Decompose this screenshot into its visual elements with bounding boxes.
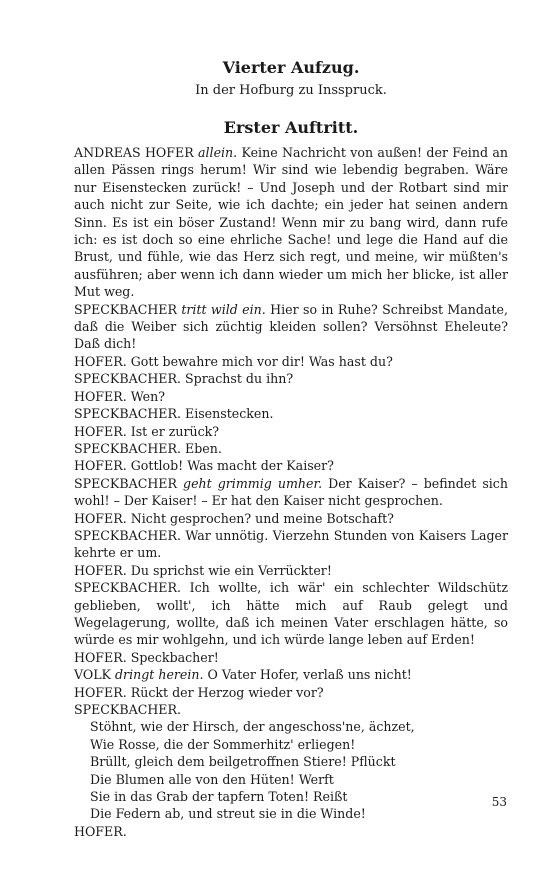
speaker-name: ANDREAS HOFER (74, 145, 194, 160)
scene-location: In der Hofburg zu Insspruck. (195, 83, 387, 98)
dialogue-line (74, 423, 508, 440)
speaker-name: SPECKBACHER. (74, 371, 181, 387)
verse-line: Wie Rosse, die der Sommerhitz' erliegen! (90, 736, 356, 752)
speaker-name: SPECKBACHER (74, 475, 177, 491)
scene-title: Erster Auftritt. (223, 118, 359, 137)
dialogue-line (74, 666, 508, 683)
verse-line: Stöhnt, wie der Hirsch, der angeschoss'ne, ächzet, (90, 719, 415, 735)
dialogue-text: Gottlob! Was macht der Kaiser? (126, 458, 334, 474)
dialogue-line (74, 405, 508, 422)
dialogue-line (74, 510, 508, 527)
dialogue-line (74, 701, 508, 718)
stage-direction: tritt wild ein. (181, 301, 266, 317)
verse-line: Die Blumen alle von den Hüten! Werft (90, 771, 334, 787)
speaker-name: HOFER. (74, 458, 127, 474)
speaker-name: SPECKBACHER. (74, 406, 181, 422)
dialogue-text: Keine Nachricht von außen! der Feind an allen Pässen rings herum! Wir sind wie lebendig begraben. Wäre nur Eisenstecken zurück! – Und Joseph und der Rotbart sind mir auch nicht zur Seite, wie ich dachte; ein jeder hat seinen andern Sinn. Es ist ein böser Zustand! Wenn mir zu bang wird, dann rufe ich: es ist doch so eine ehrliche Sache! und lege die Hand auf die Brust, und fühle, wie das Herz sich regt, und meine, wir müßten's ausführen; aber wenn ich dann wieder um mich her blicke, ist aller Mut weg. (74, 145, 508, 300)
dialogue-line (74, 684, 508, 701)
dialogue-line (74, 370, 508, 387)
dialogue-line (74, 388, 508, 405)
speaker-name: HOFER. (74, 823, 127, 839)
stage-direction: geht grimmig umher. (183, 475, 323, 491)
speaker-name: SPECKBACHER. (74, 580, 181, 596)
dialogue-line (74, 475, 508, 510)
dialogue-line (74, 527, 508, 562)
speaker-name: SPECKBACHER. (74, 440, 181, 456)
dialogue-body (74, 144, 508, 840)
dialogue-text: Gott bewahre mich vor dir! Was hast du? (126, 353, 393, 369)
dialogue-text: Speckbacher! (126, 649, 219, 665)
dialogue-line (74, 457, 508, 474)
speaker-name: HOFER. (74, 510, 127, 526)
speaker-name: HOFER. (74, 649, 127, 665)
dialogue-text: Ich wollte, ich wär' ein schlechter Wildschütz geblieben, wollt', ich hätte mich auf Raub gelegt und Wegelagerung, wollte, daß ich meinen Vater erschlagen hätte, so würde es mir wohlgehn, und ich würde lange leben auf Erden! (74, 580, 508, 648)
dialogue-line (74, 649, 508, 666)
stage-direction: allein. (198, 145, 238, 160)
page-number: 53 (491, 795, 507, 809)
dialogue-line (74, 440, 508, 457)
speaker-name: VOLK (74, 667, 111, 683)
act-title: Vierter Aufzug. (222, 58, 360, 77)
verse-line: Sie in das Grab der tapfern Toten! Reißt (90, 789, 348, 805)
dialogue-text: Nicht gesprochen? und meine Botschaft? (126, 510, 394, 526)
speaker-name: HOFER. (74, 388, 127, 404)
dialogue-line (74, 562, 508, 579)
dialogue-line (74, 579, 508, 649)
dialogue-line (74, 301, 508, 353)
dialogue-text: Ist er zurück? (126, 423, 220, 439)
dialogue-line (74, 144, 508, 301)
speaker-name: HOFER. (74, 423, 127, 439)
dialogue-text: Wen? (126, 388, 165, 404)
page-content (74, 58, 508, 840)
dialogue-text: Hier so in Ruhe? Schreibst Mandate, daß die Weiber sich züchtig kleiden sollen? Versöhnst Eheleute? Daß dich! (74, 301, 508, 352)
speaker-name: HOFER. (74, 562, 127, 578)
dialogue-text: Der Kaiser? – befindet sich wohl! – Der Kaiser! – Er hat den Kaiser nicht gesprochen. (74, 475, 508, 509)
dialogue-text: Eisenstecken. (181, 406, 274, 422)
dialogue-text: Du sprichst wie ein Verrückter! (126, 562, 332, 578)
speaker-name: SPECKBACHER. (74, 527, 181, 543)
dialogue-text: Rückt der Herzog wieder vor? (126, 684, 324, 700)
stage-direction: dringt herein. (115, 667, 204, 683)
dialogue-text: War unnötig. Vierzehn Stunden von Kaisers Lager kehrte er um. (74, 527, 508, 561)
dialogue-text: O Vater Hofer, verlaß uns nicht! (203, 667, 412, 683)
speaker-name: SPECKBACHER (74, 301, 177, 317)
verse-line: Die Federn ab, und streut sie in die Winde! (90, 806, 366, 822)
dialogue-line (74, 353, 508, 370)
dialogue-text: Sprachst du ihn? (181, 371, 294, 387)
speaker-name: SPECKBACHER. (74, 702, 181, 717)
speaker-name: HOFER. (74, 684, 127, 700)
dialogue-text: Eben. (181, 440, 222, 456)
verse-line: Brüllt, gleich dem beilgetroffnen Stiere! Pflückt (90, 754, 396, 770)
speaker-name: HOFER. (74, 353, 127, 369)
